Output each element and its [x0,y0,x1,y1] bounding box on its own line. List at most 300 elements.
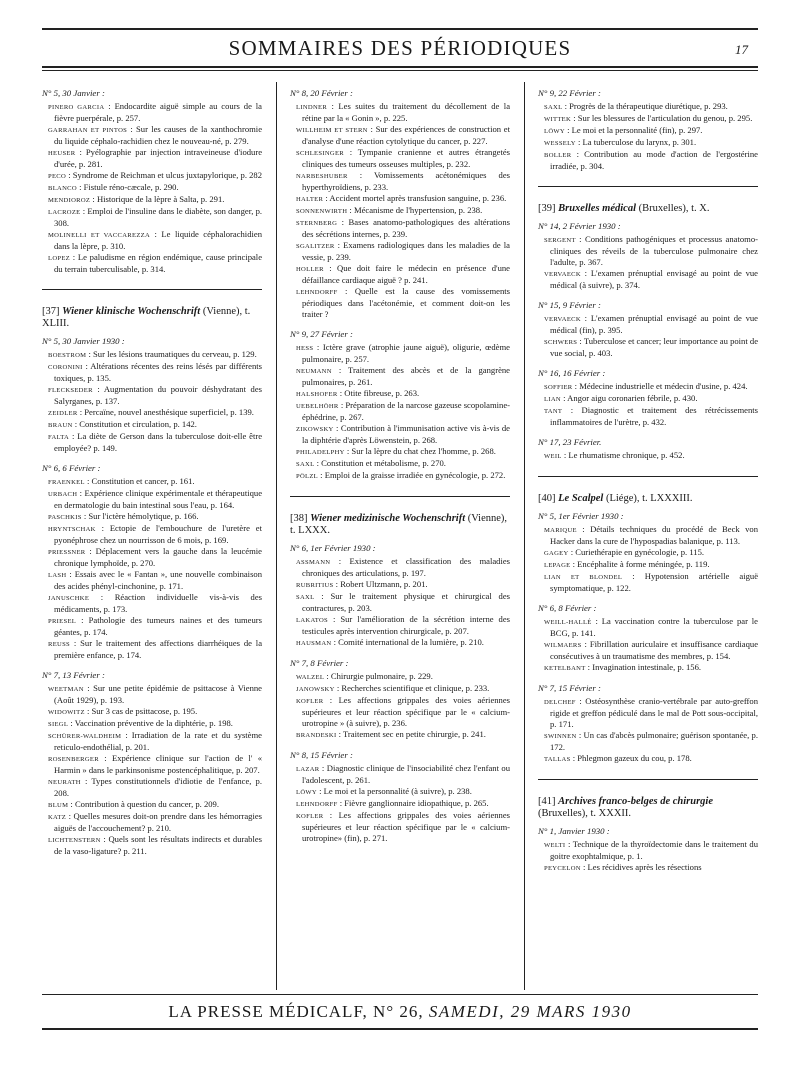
issue-heading: N° 6, 6 Février : [42,463,101,473]
article-title: Ictère grave (atrophie jaune aiguë), oligurie, œdème pulmonaire, p. 257. [302,342,510,364]
article-title: Constitution et métabolisme, p. 270. [321,458,446,468]
separator: : [86,349,93,359]
article-title: Sur le traitement physique et chirurgical des contractures, p. 203. [302,591,511,613]
author-name: WEIL [544,453,562,460]
author-name: LAKATOS [296,617,329,624]
author-name: SCHLESINGER [296,150,344,157]
author-name: PINERO GARCIA [48,104,105,111]
author-name: LICHTENSTERN [48,837,101,844]
author-name: BOESTROM [48,352,87,359]
separator: : [344,147,358,157]
author-name: SIEGL [48,721,69,728]
journal-number: [37] [42,306,60,317]
article-title: Emploi de l'insuline dans le diabète, son danger, p. 308. [54,206,263,228]
page-number: 17 [735,42,748,57]
list-item [290,124,510,147]
separator: : [336,729,343,739]
separator: : [347,205,354,215]
author-name: HOLLER [296,266,324,273]
separator: : [82,361,91,371]
separator: : [347,170,374,180]
author-name: CORONINI [48,364,83,371]
separator: : [576,524,591,534]
journal-name: Wiener medizinische Wochenschrift [310,513,466,524]
list-item [42,419,262,431]
issue-heading: N° 5, 1er Février 1930 : [538,511,624,521]
issue-heading: N° 15, 9 Février : [538,300,601,310]
list-item [290,458,510,470]
article-title: Le paludisme en région endémique, cause principale du terrain tuberculisable, p. 314. [54,252,263,274]
issue-heading: N° 17, 23 Février. [538,437,602,447]
journal-heading [538,203,758,215]
article-title: Sur des expériences de construction et d'analyse d'une réaction cytolytique du cancer, p. 227. [302,124,510,146]
article-title: Existence et classification des maladies chroniques des articulations, p. 197. [302,556,510,578]
author-name: FRAENKEL [48,479,85,486]
list-item [290,342,510,365]
article-title: Historique de la lèpre à Salta, p. 291. [96,194,225,204]
author-name: MENDIOROZ [48,197,91,204]
separator: : [95,523,110,533]
author-name: RUBRITIUS [296,582,334,589]
article-title: Encéphalite à forme méningée, p. 119. [577,559,710,569]
separator: : [121,730,132,740]
article-title: Constitution et circulation, p. 142. [79,419,197,429]
list-item [538,662,758,674]
article-title: Sur les blessures de l'articulation du genou, p. 295. [577,113,753,123]
section-divider [538,476,758,477]
article-title: Endocardite aiguë simple au cours de la fièvre puerpérale, p. 257. [54,101,262,123]
author-name: BLUM [48,802,69,809]
author-name: SERGENT [544,237,576,244]
article-title: Types constitutionnels d'idiotie de l'enfance, p. 208. [54,776,262,798]
article-title: Essais avec le « Fantan », une nouvelle combinaison des acides phényl-cinchonine, p. 171. [54,569,263,591]
author-name: PEYCELON [544,865,581,872]
list-item [290,388,510,400]
author-name: WILMAERS [544,642,582,649]
author-name: LEPAGE [544,562,571,569]
author-name: WIDOWITZ [48,709,85,716]
issue-heading: N° 6, 1er Février 1930 : [290,543,376,553]
list-item [290,193,510,205]
list-item [538,616,758,639]
author-name: SCHÜRER-WALDHEIM [48,733,122,740]
article-title: Augmentation du pouvoir déshydratant des Salyrganes, p. 137. [54,384,263,406]
list-item [42,511,262,523]
author-name: PECO [48,173,67,180]
separator: : [331,637,339,647]
separator: : [92,384,104,394]
author-name: SAXL [296,594,315,601]
journal-heading [42,306,262,330]
article-title: Ectopie de l'embouchure de l'uretère et pyonéphrose chez un nourrisson de 6 mois, p. 169. [54,523,262,545]
author-name: GARRAHAN ET PINTOS [48,127,128,134]
list-item [290,695,510,729]
article-title: Bases anatomo-pathologiques des altérations des sécrétions internes, p. 239. [302,217,510,239]
separator: : [571,113,578,123]
author-name: HALTER [296,196,324,203]
list-item [290,637,510,649]
separator: : [69,431,78,441]
issue-heading: N° 7, 15 Février : [538,683,601,693]
author-name: LÖWY [544,128,565,135]
list-item [538,524,758,547]
author-name: SGALITZER [296,243,335,250]
list-item [538,547,758,559]
author-name: TANT [544,408,563,415]
journal-heading [538,796,758,820]
author-name: SCHWERS [544,339,578,346]
list-item [290,286,510,320]
section-divider [290,496,510,497]
author-name: FLECKSEDER [48,387,93,394]
article-title: Sur 3 cas de psittacose, p. 195. [91,706,198,716]
separator: : [323,193,330,203]
separator: : [100,834,109,844]
article-title: Progrès de la thérapeutique diurétique, p. 293. [569,101,728,111]
separator: : [575,137,583,147]
author-name: LIAN [544,396,561,403]
separator: : [560,393,568,403]
article-title: Comité international de la lumière, p. 210. [338,637,484,647]
article-title: Expérience clinique expérimentale et thérapeutique en dermatologie du bain intestinal sous l'eau, p. 164. [54,488,263,510]
article-title: Les suites du traitement du décollement de la rétine par la « Gonin », p. 225. [302,101,511,123]
list-item [42,252,262,275]
article-title: Recherches scientifique et clinique, p. 233. [341,683,490,693]
list-item [42,569,262,592]
list-item [538,125,758,137]
list-item [42,799,262,811]
separator: : [571,149,585,159]
journal-number: [41] [538,796,556,807]
article-title: La diète de Gerson dans la tuberculose doit-elle être employée? p. 149. [54,431,263,453]
separator: : [72,419,80,429]
separator: : [334,683,342,693]
author-name: LOPEZ [48,255,71,262]
section-divider [538,186,758,187]
article-title: Chirurgie pulmonaire, p. 229. [330,671,433,681]
separator: : [580,862,588,872]
separator: : [568,547,576,557]
list-item [42,834,262,857]
issue-heading: N° 7, 13 Février : [42,670,105,680]
list-item [290,101,510,124]
list-item [42,811,262,834]
article-title: Tympanie cranienne et autres étrangetés cliniques des tumeurs osseuses multiples, p. 232. [302,147,510,169]
list-item [538,393,758,405]
author-name: PRIESEL [48,618,77,625]
journal-volume: (Vienne), t. LXXX. [290,513,508,536]
author-name: REUSS [48,641,71,648]
list-item [42,523,262,546]
list-item [538,137,758,149]
list-item [290,591,510,614]
footer-number: N° 26, [373,1002,424,1021]
separator: : [331,365,349,375]
separator: : [564,125,572,135]
separator: : [575,234,585,244]
separator: : [575,696,586,706]
list-item [42,384,262,407]
article-title: Phlegmon gazeux du cou, p. 178. [577,753,692,763]
author-name: LEHNDORFF [296,801,338,808]
separator: : [572,381,580,391]
article-title: Diagnostic clinique de l'insociabilité chez l'enfant ou l'adolescent, p. 261. [302,763,510,785]
article-title: Vaccination préventive de la diphtérie, p. 198. [74,718,233,728]
list-item [42,546,262,569]
issue-heading: N° 9, 22 Février : [538,88,601,98]
column-left [42,88,262,857]
article-title: Sur les lésions traumatiques du cerveau, p. 129. [93,349,257,359]
author-name: SOFFIER [544,384,573,391]
list-item [290,671,510,683]
article-title: Contribution à l'immunisation active vis à-vis de la diphtérie d'après Löwenstein, p. 268. [302,423,510,445]
separator: : [316,786,324,796]
author-name: LACROZE [48,209,81,216]
article-title: Traitement sec en petite chirurgie, p. 241. [342,729,486,739]
article-title: Pyélographie par injection intraveineuse d'iodure d'urée, p. 281. [54,147,263,169]
list-item [42,101,262,124]
article-title: Quelles mesures doit-on prendre dans les hémorragies aiguës de l'accouchement? p. 210. [54,811,262,833]
list-item [538,571,758,594]
separator: : [313,342,323,352]
journal-heading [538,493,758,505]
list-item [42,718,262,730]
article-title: Détails techniques du procédé de Beck von Hacker dans la cure de l'hypospadias balanique, p. 113. [550,524,758,546]
separator: : [334,240,344,250]
author-name: BRAUN [48,422,73,429]
issue-heading: N° 1, Janvier 1930 : [538,826,610,836]
author-name: ASSMANN [296,559,331,566]
author-name: HALSHOFER [296,391,338,398]
author-name: MOLINELLI ET VACCAREZZA [48,232,151,239]
list-item [538,336,758,359]
article-title: Ostéosynthèse cranio-vertébrale par auto-greffon rigide et greffon pédiculé dans le mal de Pott sous-occipital, p. 171. [550,696,758,729]
separator: : [591,616,602,626]
list-item [290,240,510,263]
author-name: UEBELHÖHR [296,403,339,410]
separator: : [570,559,578,569]
separator: : [580,268,591,278]
list-item [290,205,510,217]
article-title: Invagination intestinale, p. 156. [592,662,702,672]
separator: : [337,388,345,398]
separator: : [561,450,569,460]
author-name: HRYNTSCHAK [48,526,96,533]
separator: : [328,614,341,624]
list-item [290,217,510,240]
separator: : [577,336,584,346]
journal-name: Bruxelles médical [558,203,636,214]
article-title: Sur la lèpre du chat chez l'homme, p. 268. [351,446,496,456]
author-name: LAZAR [296,766,320,773]
article-title: Altérations récentes des reins lésés par différents toxiques, p. 135. [54,361,262,383]
article-title: Tuberculose et cancer; leur importance au point de vue social, p. 403. [550,336,759,358]
list-item [538,696,758,730]
list-item [42,194,262,206]
separator: : [81,511,89,521]
list-item [538,268,758,291]
article-title: Médecine industrielle et médecin d'usine, p. 424. [579,381,748,391]
author-name: KOFLER [296,698,324,705]
list-item [42,431,262,454]
article-title: Le rhumatisme chronique, p. 452. [568,450,685,460]
list-item [42,361,262,384]
separator: : [66,170,73,180]
article-title: L'examen prénuptial envisagé au point de vue médical (fin), p. 395. [550,313,758,335]
separator: : [127,124,137,134]
author-name: JANOWSKY [296,686,335,693]
author-name: TALLAS [544,756,571,763]
article-title: Curiethérapie en gynécologie, p. 115. [575,547,705,557]
journal-number: [38] [290,513,308,524]
article-title: Sur les causes de la xanthochromie du liquide céphalo-rachidien chez le nouveau-né, p. 279. [54,124,263,146]
separator: : [68,718,75,728]
author-name: WEILL-HALLÉ [544,619,592,626]
separator: : [319,763,327,773]
author-name: HAUSMAN [296,640,332,647]
article-title: Les affections grippales des voies aériennes supérieures et leur réaction spécifique par le « calcium-urotropine» (fin), p. 271. [302,810,511,843]
author-name: NARBESHUBER [296,173,348,180]
article-title: L'examen prénuptial envisagé au point de vue médical (à suivre), p. 374. [550,268,758,290]
article-title: Traitement des abcès et de la gangrène pulmonaires, p. 261. [302,365,510,387]
list-item [538,313,758,336]
author-name: SAXL [296,461,315,468]
separator: : [565,839,573,849]
footer-journal: LA PRESSE MÉDICALF, [168,1002,368,1021]
column-middle [290,88,510,844]
article-title: Conditions pathogéniques et processus anatomo-cliniques des réveils de la tuberculose pulmonaire chez l'adulte, p. 367. [550,234,758,267]
article-title: Le moi et la personnalité (à suivre), p. 238. [323,786,472,796]
list-item [290,365,510,388]
list-item [290,614,510,637]
journal-heading [290,513,510,537]
article-title: Le liquide céphalorachidien dans la lèpre, p. 310. [54,229,262,251]
list-item [42,683,262,706]
separator: : [333,579,341,589]
issue-heading: N° 8, 15 Février : [290,750,353,760]
journal-number: [40] [538,493,556,504]
list-item [42,753,262,776]
list-item [42,638,262,661]
author-name: BLANCO [48,185,77,192]
article-title: Angor aigu coronarien fébrile, p. 430. [567,393,698,403]
separator: : [76,615,89,625]
list-item [42,706,262,718]
list-item [538,559,758,571]
separator: : [314,458,322,468]
author-name: PÖLZL [296,473,319,480]
author-name: KATZ [48,814,67,821]
article-title: Fistule réno-cæcale, p. 290. [83,182,179,192]
bottom-rule [42,1028,758,1030]
issue-heading: N° 14, 2 Février 1930 : [538,221,621,231]
article-title: Diagnostic et traitement des rétrécissements inflammatoires de l'urètre, p. 432. [550,405,759,427]
separator: : [314,591,331,601]
separator: : [84,476,92,486]
separator: : [581,639,590,649]
list-item [42,170,262,182]
list-item [42,229,262,252]
author-name: LINDNER [296,104,328,111]
list-item [290,729,510,741]
list-item [42,592,262,615]
list-item [538,381,758,393]
list-item [42,730,262,753]
list-item [290,470,510,482]
author-name: WILLHEIM ET STERN [296,127,368,134]
article-title: Sur une petite épidémie de psittacose à Vienne (Août 1929), p. 193. [54,683,262,705]
author-name: WITTEK [544,116,572,123]
article-title: Robert Ultzmann, p. 201. [340,579,428,589]
journal-volume: (Liége), t. LXXXIII. [605,493,693,504]
separator: : [70,638,81,648]
author-name: PHILADELPHY [296,449,345,456]
author-name: KETELBANT [544,665,586,672]
author-name: BRANDESKI [296,732,337,739]
list-item [42,182,262,194]
author-name: WALZEL [296,674,325,681]
separator: : [333,423,341,433]
author-name: NEUMANN [296,368,332,375]
list-item [42,147,262,170]
separator: : [576,730,584,740]
separator: : [98,753,112,763]
list-item [290,423,510,446]
separator: : [327,101,339,111]
list-item [290,786,510,798]
column-divider [276,82,277,990]
separator: : [77,407,85,417]
issue-heading: N° 9, 27 Février : [290,329,353,339]
article-title: Contribution à question du cancer, p. 209. [74,799,220,809]
author-name: LIAN ET BLONDEL [544,574,623,581]
author-name: HEUSER [48,150,76,157]
author-name: LEHNDORFF [296,289,338,296]
top-rule [42,28,758,30]
author-name: BOLLER [544,152,572,159]
article-title: Sur l'ictère hémolytique, p. 166. [88,511,199,521]
list-item [42,206,262,229]
header-rule-thin [42,70,758,71]
article-title: Mécanisme de l'hypertension, p. 238. [353,205,483,215]
separator: : [89,592,115,602]
separator: : [84,706,92,716]
separator: : [367,124,376,134]
separator: : [83,683,94,693]
article-title: Quelle est la cause des vomissements périodiques dans l'acétonémie, et comment doit-on les traiter ? [302,286,510,319]
author-name: NEURATH [48,779,81,786]
article-title: Constitution et cancer, p. 161. [91,476,195,486]
list-item [290,683,510,695]
journal-volume: (Vienne), t. XLIII. [42,306,251,329]
article-title: Pathologie des tumeurs naines et des tumeurs géantes, p. 174. [54,615,263,637]
list-item [290,798,510,810]
list-item [538,234,758,268]
separator: : [150,229,162,239]
list-item [42,349,262,361]
journal-volume: (Bruxelles), t. X. [638,203,710,214]
issue-heading: N° 5, 30 Janvier : [42,88,105,98]
journal-volume: (Bruxelles), t. XXXII. [538,808,632,819]
separator: : [104,101,115,111]
list-item [290,763,510,786]
list-item [538,753,758,765]
author-name: WESSELY [544,140,576,147]
article-title: Quels sont les résultats indirects et durables de la vaso-ligature? p. 211. [54,834,263,856]
separator: : [323,263,338,273]
list-item [290,170,510,193]
article-title: Emploi de la graisse irradiée en gynécologie, p. 272. [324,470,506,480]
